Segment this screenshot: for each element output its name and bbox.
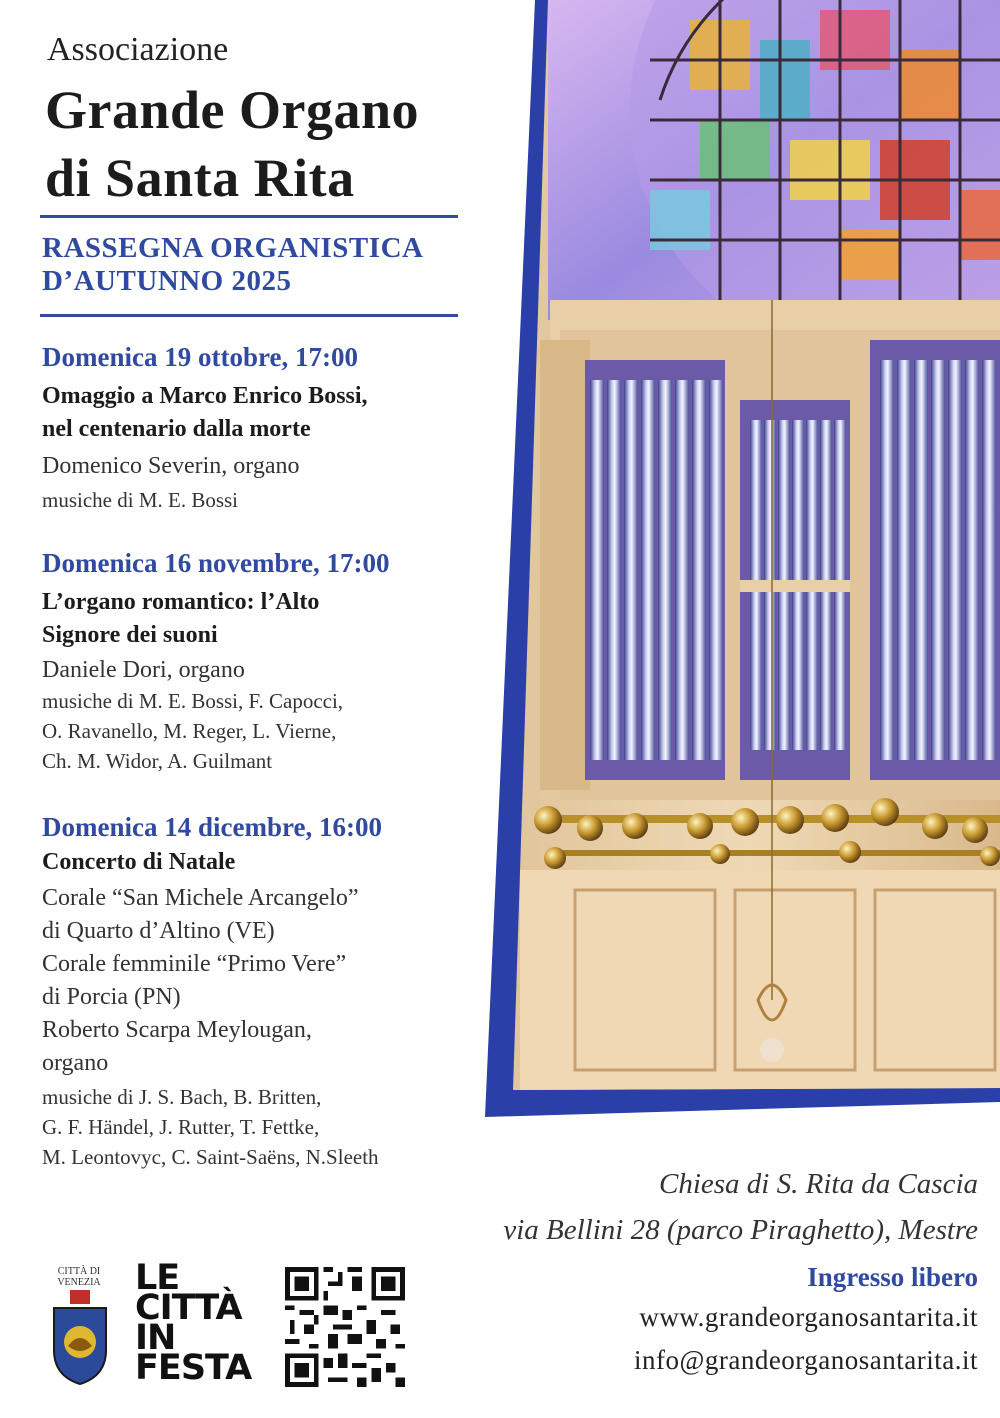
concert-3-program-line-1: musiche di J. S. Bach, B. Britten, — [42, 1085, 322, 1109]
concert-1-title-line-2: nel centenario dalla morte — [42, 416, 311, 442]
festa-line-1: LE — [135, 1258, 180, 1298]
le-citta-in-festa-logo — [135, 1258, 260, 1388]
concert-2-title-line-2: Signore dei suoni — [42, 622, 218, 648]
concert-1-performer: Domenico Severin, organo — [42, 453, 300, 479]
series-title-line-2: D’AUTUNNO 2025 — [42, 265, 292, 297]
concert-1-program: musiche di M. E. Bossi — [42, 488, 239, 512]
venue-church: Chiesa di S. Rita da Cascia — [659, 1168, 978, 1200]
festa-line-2: CITTÀ — [135, 1288, 242, 1328]
concert-1-date: Domenica 19 ottobre, 17:00 — [42, 342, 358, 372]
concert-3-performer-line-3: Corale femminile “Primo Vere” — [42, 951, 347, 977]
concert-3-performer-line-4: di Porcia (PN) — [42, 984, 181, 1010]
concert-2-program — [42, 686, 343, 776]
venue-address: via Bellini 28 (parco Piraghetto), Mestre — [503, 1214, 978, 1246]
divider-top — [40, 215, 458, 218]
title-line-1: Grande Organo — [45, 80, 420, 140]
concert-1-title — [42, 380, 368, 446]
title-line-2: di Santa Rita — [45, 148, 355, 208]
venezia-logo-text: CITTÀ DI VENEZIA — [57, 1266, 101, 1288]
concert-2-program-line-1: musiche di M. E. Bossi, F. Capocci, — [42, 689, 344, 713]
concert-3-program-line-3: M. Leontovyc, C. Saint-Saëns, N.Sleeth — [42, 1145, 379, 1169]
divider-bottom — [40, 314, 458, 317]
concert-3-performer-line-5: Roberto Scarpa Meylougan, — [42, 1017, 312, 1043]
festa-line-4: FESTA — [135, 1348, 252, 1388]
concert-3-performers — [42, 882, 359, 1080]
series-title — [42, 232, 423, 298]
concert-3-title: Concerto di Natale — [42, 849, 236, 875]
concert-3-program — [42, 1082, 379, 1172]
concert-2-program-line-2: O. Ravanello, M. Reger, L. Vierne, — [42, 719, 337, 743]
association-label: Associazione — [47, 31, 229, 68]
concert-3-performer-line-1: Corale “San Michele Arcangelo” — [42, 885, 359, 911]
concert-3-performer-line-2: di Quarto d’Altino (VE) — [42, 918, 275, 944]
venezia-crest-icon — [48, 1290, 112, 1386]
email-link[interactable]: info@grandeorganosantarita.it — [633, 1345, 978, 1375]
concert-1-title-line-1: Omaggio a Marco Enrico Bossi, — [42, 383, 368, 409]
festa-line-3: IN — [135, 1318, 176, 1358]
concert-2-title-line-1: L’organo romantico: l’Alto — [42, 589, 320, 615]
qr-code-icon[interactable] — [285, 1267, 405, 1387]
concert-2-title — [42, 586, 319, 652]
concert-2-performer: Daniele Dori, organo — [42, 657, 245, 683]
series-title-line-1: RASSEGNA ORGANISTICA — [42, 232, 424, 264]
concert-3-program-line-2: G. F. Händel, J. Rutter, T. Fettke, — [42, 1115, 320, 1139]
concert-2-program-line-3: Ch. M. Widor, A. Guilmant — [42, 749, 273, 773]
concert-2-date: Domenica 16 novembre, 17:00 — [42, 548, 390, 578]
website-link[interactable]: www.grandeorganosantarita.it — [639, 1302, 978, 1332]
concert-3-performer-line-6: organo — [42, 1050, 109, 1076]
free-entry-label: Ingresso libero — [807, 1262, 978, 1292]
concert-3-date: Domenica 14 dicembre, 16:00 — [42, 812, 382, 842]
